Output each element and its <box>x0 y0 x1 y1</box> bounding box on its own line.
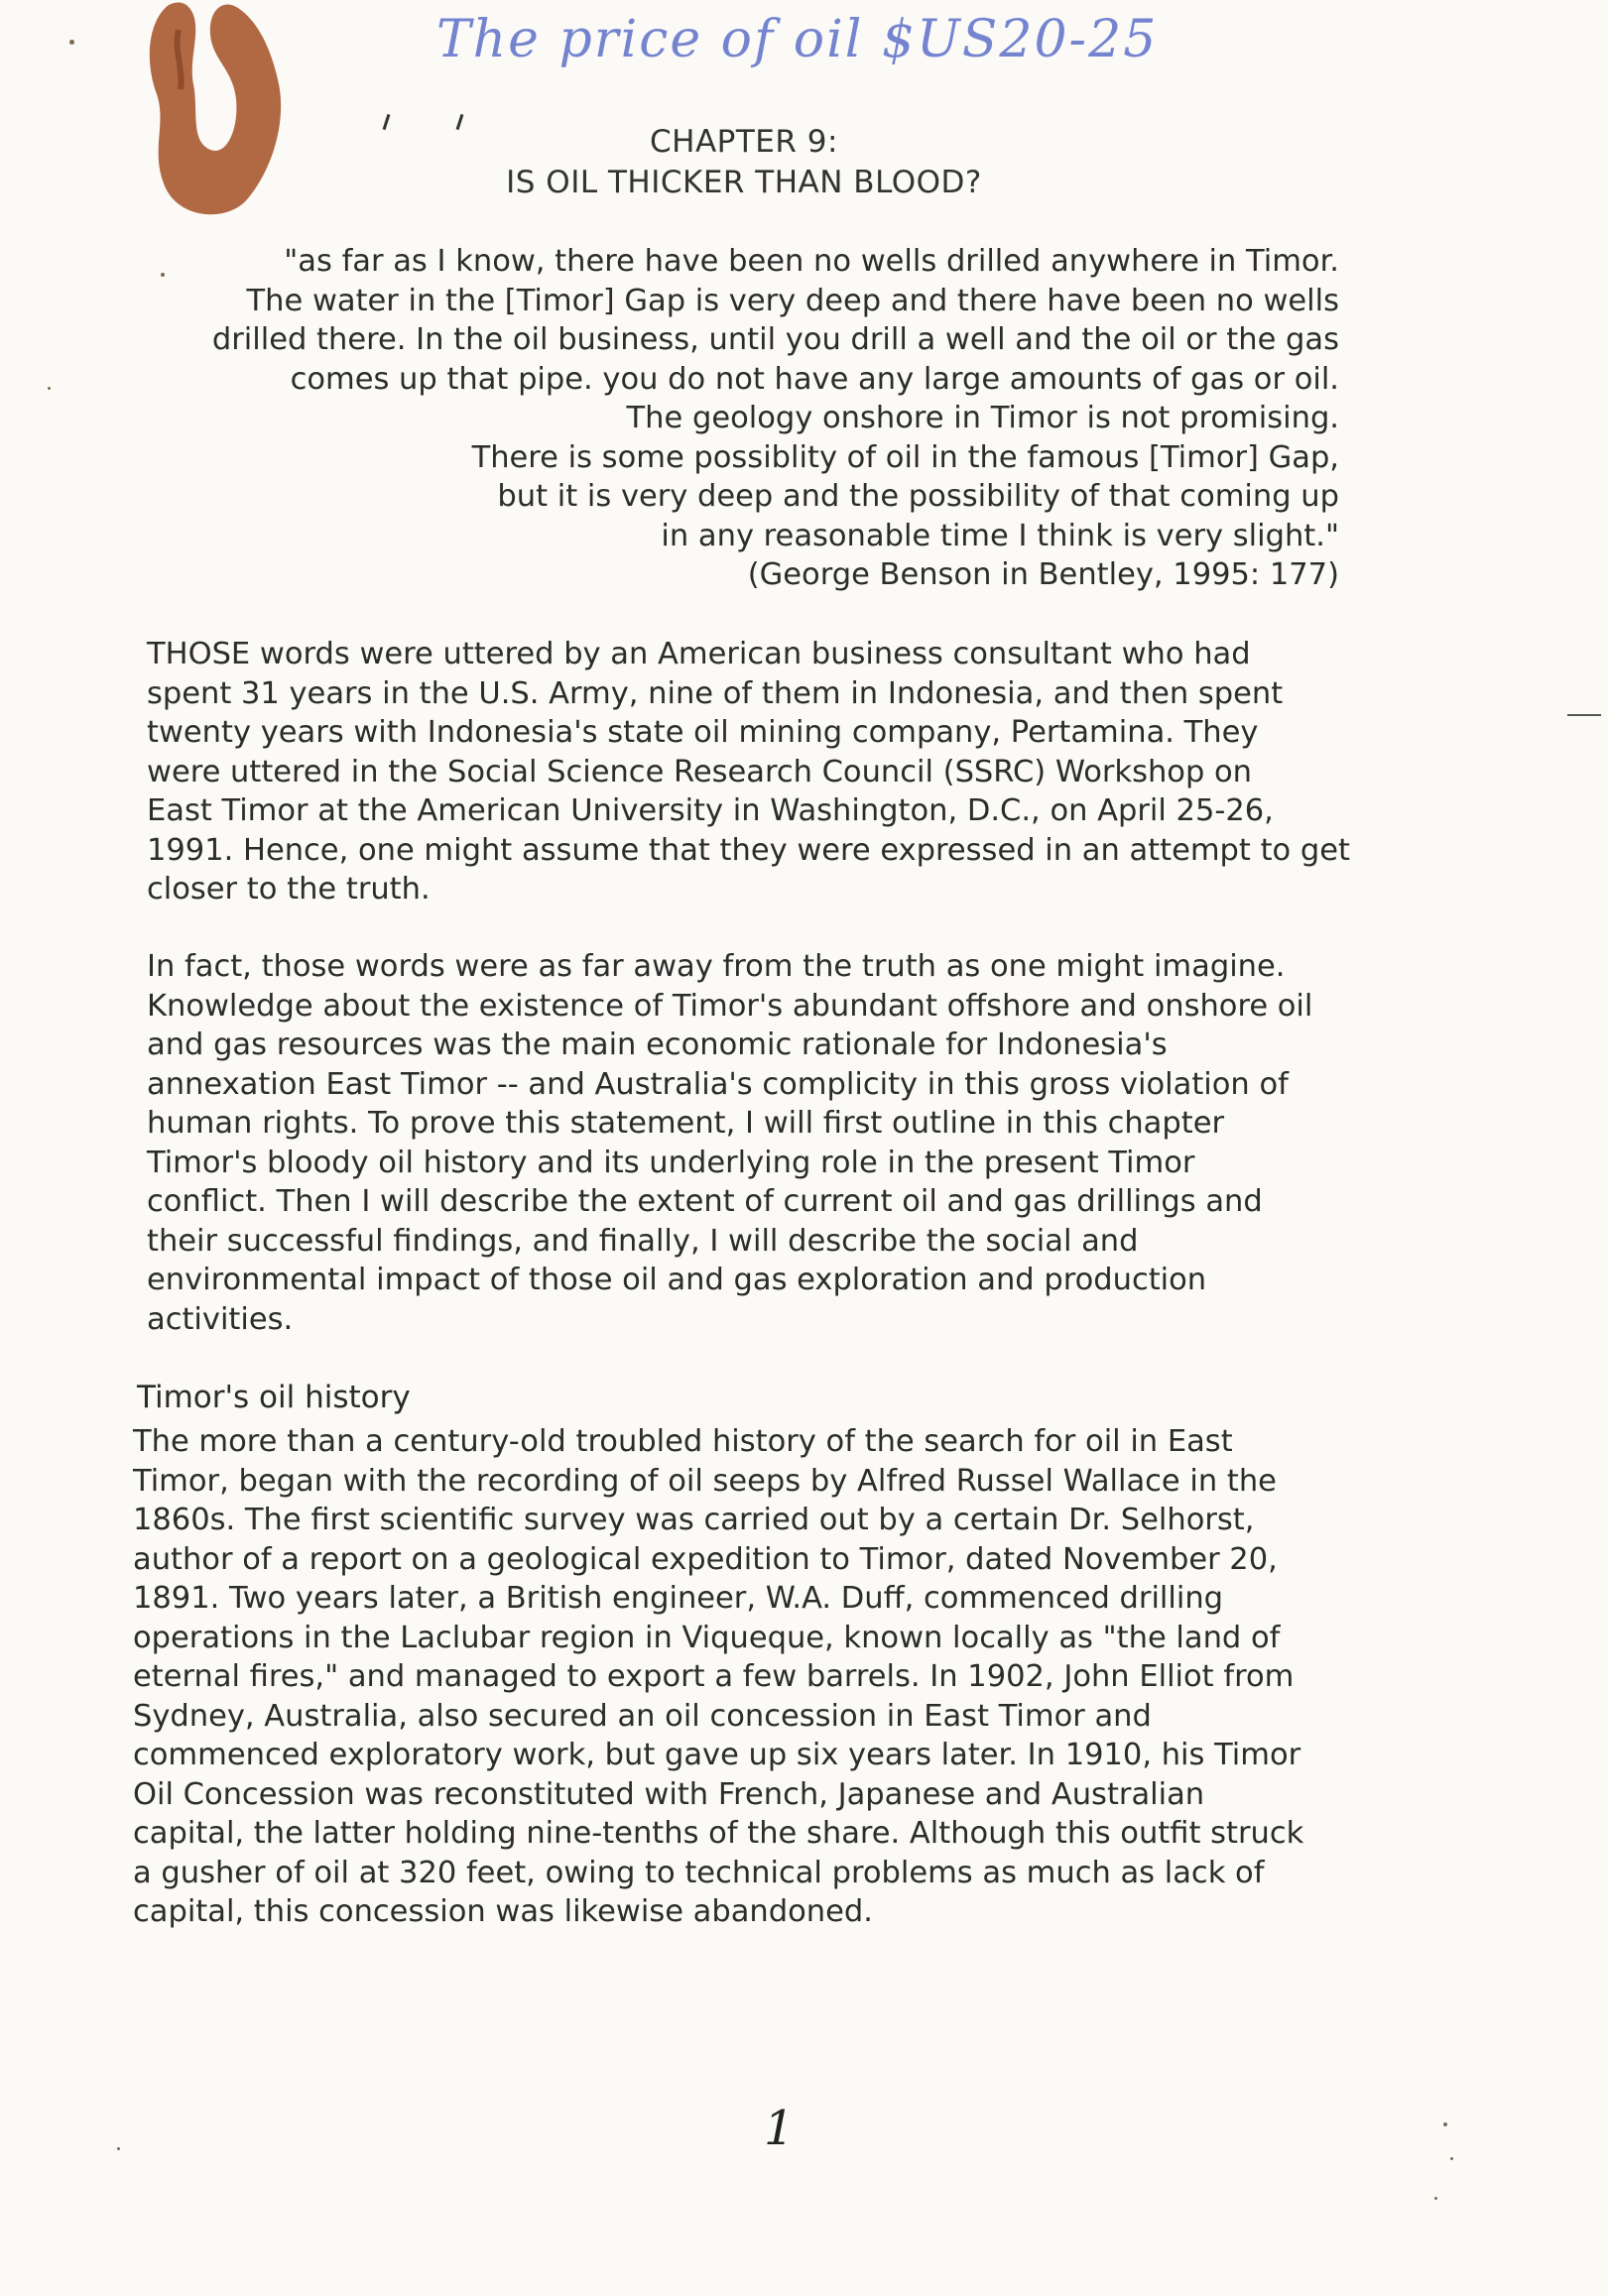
paragraph-line: capital, this concession was likewise abandoned. <box>133 1894 873 1929</box>
epigraph-line: but it is very deep and the possibility of that coming up <box>497 479 1339 514</box>
paragraph-line: were uttered in the Social Science Research Council (SSRC) Workshop on <box>147 754 1253 789</box>
paragraph-line: Timor's bloody oil history and its underlying role in the present Timor <box>147 1145 1195 1180</box>
epigraph-line: The water in the [Timor] Gap is very deep and there have been no wells <box>246 283 1339 318</box>
epigraph-line: drilled there. In the oil business, until you drill a well and the oil or the gas <box>211 322 1339 357</box>
paragraph-line: capital, the latter holding nine-tenths of the share. Although this outfit struck <box>133 1816 1304 1851</box>
paragraph-line: Sydney, Australia, also secured an oil concession in East Timor and <box>133 1698 1152 1734</box>
ink-stain-mark <box>139 0 298 228</box>
paragraph-line: East Timor at the American University in Washington, D.C., on April 25-26, <box>147 793 1274 828</box>
paper-speck <box>48 387 51 390</box>
paragraph-line: a gusher of oil at 320 feet, owing to technical problems as much as lack of <box>133 1855 1265 1890</box>
paragraph-line: their successful findings, and finally, I will describe the social and <box>147 1223 1139 1259</box>
section-paragraph <box>133 1422 1323 1932</box>
paragraph-line: commenced exploratory work, but gave up six years later. In 1910, his Timor <box>133 1738 1301 1772</box>
paragraph-line: author of a report on a geological expedition to Timor, dated November 20, <box>133 1541 1278 1577</box>
paragraph-line: Timor, began with the recording of oil seeps by Alfred Russel Wallace in the <box>133 1463 1277 1499</box>
paper-speck <box>1443 2122 1447 2126</box>
body-paragraph <box>147 635 1350 909</box>
paragraph-line: In fact, those words were as far away from the truth as one might imagine. <box>147 949 1286 984</box>
paper-speck <box>1450 2157 1453 2160</box>
margin-mark <box>1567 714 1601 716</box>
paragraph-line: THOSE words were uttered by an American business consultant who had <box>147 637 1251 671</box>
paragraph-line: operations in the Laclubar region in Viqueque, known locally as "the land of <box>133 1620 1281 1655</box>
chapter-number: CHAPTER 9: <box>650 124 838 160</box>
paragraph-line: environmental impact of those oil and gas exploration and production <box>147 1263 1207 1297</box>
handwritten-note: The price of oil $US20-25 <box>436 10 1159 69</box>
body-paragraph <box>147 947 1337 1339</box>
paragraph-line: conflict. Then I will describe the extent of current oil and gas drillings and <box>147 1184 1263 1219</box>
section-heading: Timor's oil history <box>137 1380 411 1415</box>
chapter-title: IS OIL THICKER THAN BLOOD? <box>506 165 982 200</box>
paragraph-line: The more than a century-old troubled history of the search for oil in East <box>133 1424 1233 1459</box>
paragraph-line: 1860s. The first scientific survey was carried out by a certain Dr. Selhorst, <box>133 1503 1255 1537</box>
paragraph-line: spent 31 years in the U.S. Army, nine of them in Indonesia, and then spent <box>147 675 1284 711</box>
paragraph-line: 1991. Hence, one might assume that they were expressed in an attempt to get <box>147 832 1350 868</box>
epigraph-line: "as far as I know, there have been no wells drilled anywhere in Timor. <box>284 244 1339 279</box>
page-number: 1 <box>764 2101 795 2156</box>
paper-speck <box>69 40 74 45</box>
epigraph-line: There is some possiblity of oil in the famous [Timor] Gap, <box>471 439 1339 475</box>
paragraph-line: Oil Concession was reconstituted with French, Japanese and Australian <box>133 1776 1205 1812</box>
paragraph-line: annexation East Timor -- and Australia's complicity in this gross violation of <box>147 1066 1289 1102</box>
epigraph-line: in any reasonable time I think is very slight." <box>661 518 1339 553</box>
epigraph-citation: (George Benson in Bentley, 1995: 177) <box>747 557 1339 592</box>
paragraph-line: activities. <box>147 1301 294 1337</box>
paragraph-line: twenty years with Indonesia's state oil mining company, Pertamina. They <box>147 715 1259 750</box>
paper-speck <box>1434 2197 1437 2200</box>
epigraph-line: The geology onshore in Timor is not promising. <box>626 401 1339 435</box>
paragraph-line: Knowledge about the existence of Timor's abundant offshore and onshore oil <box>147 988 1313 1024</box>
paragraph-line: closer to the truth. <box>147 872 431 906</box>
paragraph-line: 1891. Two years later, a British engineer, W.A. Duff, commenced drilling <box>133 1581 1224 1616</box>
epigraph-quote <box>149 242 1339 595</box>
paragraph-line: human rights. To prove this statement, I will first outline in this chapter <box>147 1106 1224 1141</box>
paper-speck <box>161 273 165 277</box>
paragraph-line: eternal fires," and managed to export a few barrels. In 1902, John Elliot from <box>133 1659 1295 1694</box>
paragraph-line: and gas resources was the main economic rationale for Indonesia's <box>147 1027 1168 1062</box>
paper-speck <box>117 2147 120 2150</box>
epigraph-line: comes up that pipe. you do not have any large amounts of gas or oil. <box>290 361 1339 397</box>
